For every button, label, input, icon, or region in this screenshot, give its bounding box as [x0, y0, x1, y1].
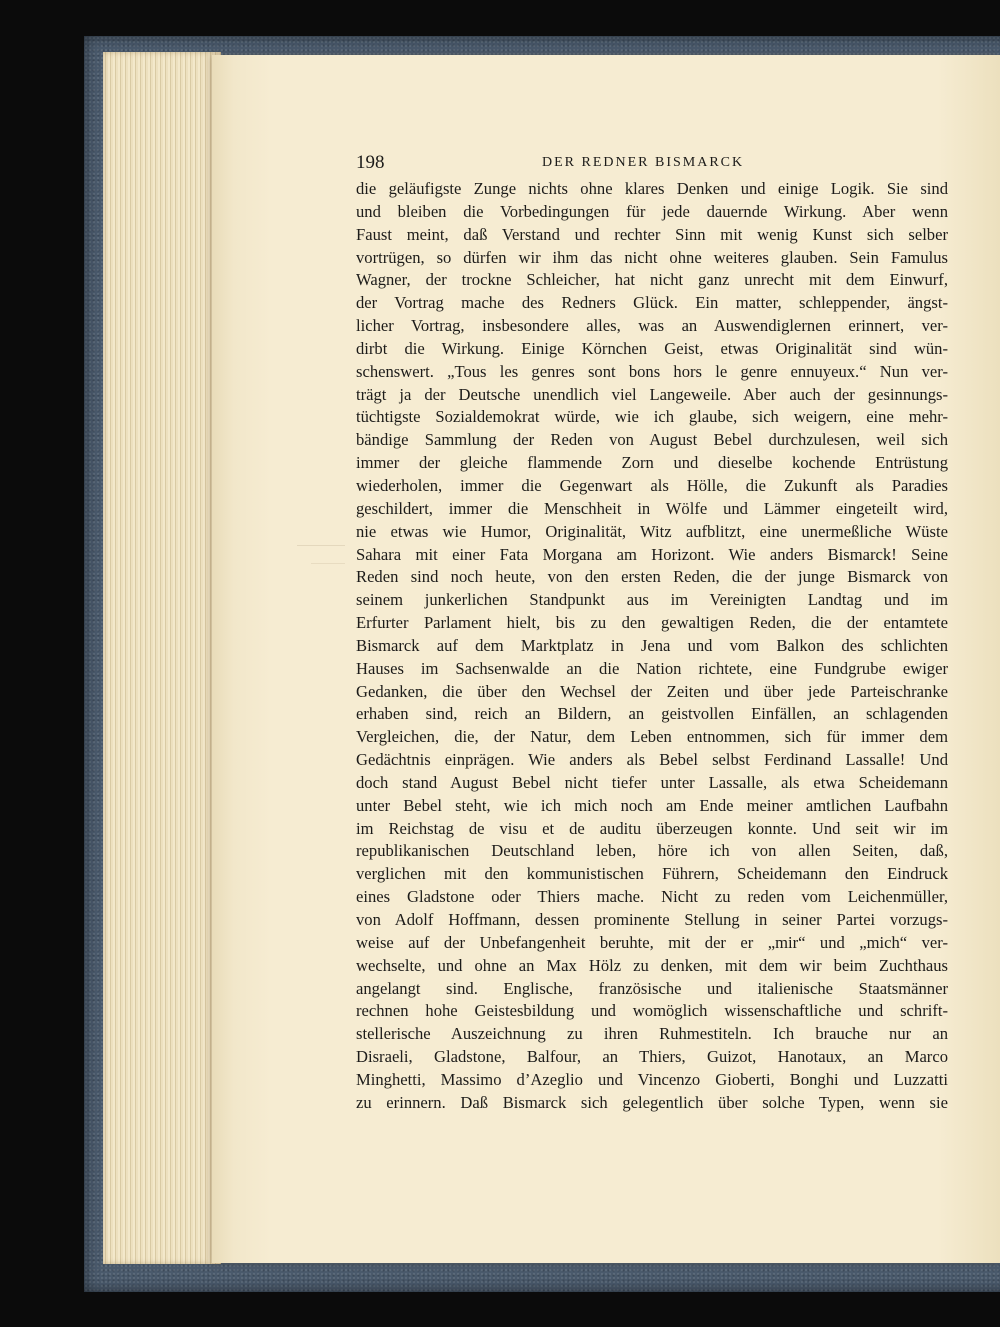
text-line: republikanischen Deutschland leben, höre ich von allen Seiten, daß,: [356, 841, 948, 861]
text-line: rechnen hohe Geistesbildung und womöglich wissenschaftliche und schrift-: [356, 1001, 948, 1021]
text-line: Gedächtnis einprägen. Wie anders als Bebel selbst Ferdinand Lassalle! Und: [356, 750, 948, 770]
text-line: unter Bebel steht, wie ich mich noch am Ende meiner amtlichen Laufbahn: [356, 795, 948, 815]
body-text: [356, 178, 948, 1115]
text-line: Faust meint, daß Verstand und rechter Sinn mit wenig Kunst sich selber: [356, 224, 948, 244]
text-line: geschildert, immer die Menschheit in Wölfe und Lämmer eingeteilt wird,: [356, 498, 948, 518]
text-line: weise auf der Unbefangenheit beruhte, mit der er „mir“ und „mich“ ver-: [356, 932, 948, 952]
text-line: schenswert. „Tous les genres sont bons hors le genre ennuyeux.“ Nun ver-: [356, 361, 948, 381]
text-line: die geläufigste Zunge nichts ohne klares Denken und einige Logik. Sie sind: [356, 179, 948, 198]
text-line: bändige Sammlung der Reden von August Bebel durchzulesen, weil sich: [356, 430, 948, 450]
text-line: immer der gleiche flammende Zorn und dieselbe kochende Entrüstung: [356, 453, 948, 473]
text-line: Hauses im Sachsenwalde an die Nation richtete, eine Fundgrube ewiger: [356, 658, 948, 678]
text-line: Erfurter Parlament hielt, bis zu den gewaltigen Reden, die der entamtete: [356, 613, 948, 633]
text-line: wiederholen, immer die Gegenwart als Hölle, die Zukunft als Paradies: [356, 475, 948, 495]
text-line: angelangt sind. Englische, französische und italienische Staatsmänner: [356, 978, 948, 998]
text-line: Disraeli, Gladstone, Balfour, an Thiers, Guizot, Hanotaux, an Marco: [356, 1047, 948, 1067]
text-line: Bismarck auf dem Marktplatz in Jena und vom Balkon des schlichten: [356, 635, 948, 655]
text-line: stellerische Auszeichnung zu ihren Ruhmestiteln. Ich brauche nur an: [356, 1024, 948, 1044]
text-line: der Vortrag mache des Redners Glück. Ein matter, schleppender, ängst-: [356, 293, 948, 313]
text-line: Wagner, der trockne Schleicher, hat nicht ganz unrecht mit dem Einwurf,: [356, 270, 948, 290]
text-line: Reden sind noch heute, von den ersten Reden, die der junge Bismarck von: [356, 567, 948, 587]
text-line: doch stand August Bebel nicht tiefer unter Lassalle, als etwa Scheidemann: [356, 772, 948, 792]
page-number: 198: [356, 152, 385, 173]
text-line: eines Gladstone oder Thiers mache. Nicht zu reden vom Leichenmüller,: [356, 887, 948, 907]
bleed-through-marginalia: [285, 528, 345, 564]
text-line: Gedanken, die über den Wechsel der Zeiten und über jede Parteischranke: [356, 681, 948, 701]
text-line: wechselte, und ohne an Max Hölz zu denken, mit dem wir beim Zuchthaus: [356, 955, 948, 975]
text-line: vortrügen, so dürfen wir ihm das nicht ohne weiteres glauben. Sein Famulus: [356, 247, 948, 267]
running-head: [356, 152, 954, 176]
page-edges: [103, 52, 221, 1264]
text-line: im Reichstag de visu et de auditu überzeugen konnte. Und seit wir im: [356, 818, 948, 838]
text-line: trägt ja der Deutsche unendlich viel Langeweile. Aber auch der gesinnungs-: [356, 384, 948, 404]
text-line: seinem junkerlichen Standpunkt aus im Vereinigten Landtag und im: [356, 590, 948, 610]
text-line: Vergleichen, die, der Natur, dem Leben entnommen, sich für immer dem: [356, 727, 948, 747]
text-line: tüchtigste Sozialdemokrat würde, wie ich glaube, sich weigern, eine mehr-: [356, 407, 948, 427]
running-title: DER REDNER BISMARCK: [542, 155, 745, 170]
text-line: und bleiben die Vorbedingungen für jede dauernde Wirkung. Aber wenn: [356, 201, 948, 221]
text-line: zu erinnern. Daß Bismarck sich gelegentlich über solche Typen, wenn sie: [356, 1092, 948, 1112]
text-line: von Adolf Hoffmann, dessen prominente Stellung in seiner Partei vorzugs-: [356, 910, 948, 929]
text-line: dirbt die Wirkung. Einige Körnchen Geist, etwas Originalität sind wün-: [356, 338, 948, 358]
text-line: licher Vortrag, insbesondere alles, was an Auswendiglernen erinnert, ver-: [356, 316, 948, 336]
text-line: nie etwas wie Humor, Originalität, Witz aufblitzt, eine unermeßliche Wüste: [356, 521, 948, 541]
text-line: verglichen mit den kommunistischen Führern, Scheidemann den Eindruck: [356, 864, 948, 884]
text-line: Minghetti, Massimo d’Azeglio und Vincenzo Gioberti, Bonghi und Luzzatti: [356, 1069, 948, 1089]
text-line: Sahara mit einer Fata Morgana am Horizont. Wie anders Bismarck! Seine: [356, 544, 948, 564]
text-line: erhaben sind, reich an Bildern, an geistvollen Einfällen, an schlagenden: [356, 704, 948, 724]
